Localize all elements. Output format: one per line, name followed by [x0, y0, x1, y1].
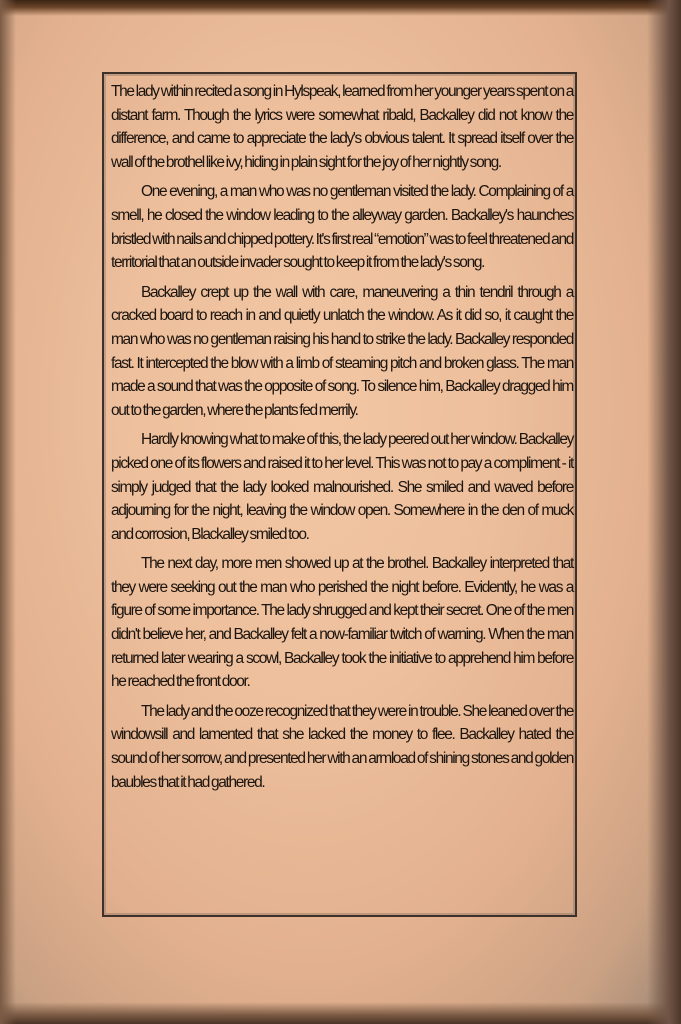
story-text: [111, 80, 573, 800]
burnt-edge-top: [0, 0, 681, 16]
paragraph-3: Backalley crept up the wall with care, maneuvering a thin tendril through a cracked board to reach in and quietly unlatch the window. As it did so, it caught the man who was no gentleman raising his hand to strike the lady. Backalley responded fast. It intercepted the blow with a limb of steaming pitch and broken glass. The man made a sound that was the opposite of song. To silence him, Backalley dragged him out to the garden, where the plants fed merrily.: [111, 283, 573, 419]
burnt-edge-bottom: [0, 1002, 681, 1024]
paragraph-4: Hardly knowing what to make of this, the lady peered out her window. Backalley picked one of its flowers and raised it to her level. This was not to pay a compliment - it simply judged that the lady looked malnourished. She smiled and waved before adjourning for the night, leaving the window open. Somewhere in the den of muck and corrosion, Blackalley smiled too.: [111, 431, 573, 543]
burnt-edge-right: [647, 0, 681, 1024]
paragraph-6: The lady and the ooze recognized that they were in trouble. She leaned over the windowsill and lamented that she lacked the money to flee. Backalley hated the sound of her sorrow, and presented her with an armload of shining stones and golden baubles that it had gathered.: [111, 702, 573, 791]
burnt-edge-left: [0, 0, 16, 1024]
paragraph-1: The lady within recited a song in Hylspeak, learned from her younger years spent on a distant farm. Though the lyrics were somewhat ribald, Backalley did not know the difference, and came to appreciate the lady's obvious talent. It spread itself over the wall of the brothel like ivy, hiding in plain sight for the joy of her nightly song.: [111, 83, 573, 171]
paragraph-5: The next day, more men showed up at the brothel. Backalley interpreted that they were seeking out the man who perished the night before. Evidently, he was a figure of some importance. The lady shrugged and kept their secret. One of the men didn't believe her, and Backalley felt a now-familiar twitch of warning. When the man returned later wearing a scowl, Backalley took the initiative to apprehend him before he reached the front door.: [111, 555, 573, 691]
paragraph-2: One evening, a man who was no gentleman visited the lady. Complaining of a smell, he closed the window leading to the alleyway garden. Backalley's haunches bristled with nails and chipped pottery. It's first real “emotion” was to feel threatened and territorial that an outside invader sought to keep it from the lady's song.: [111, 183, 573, 272]
